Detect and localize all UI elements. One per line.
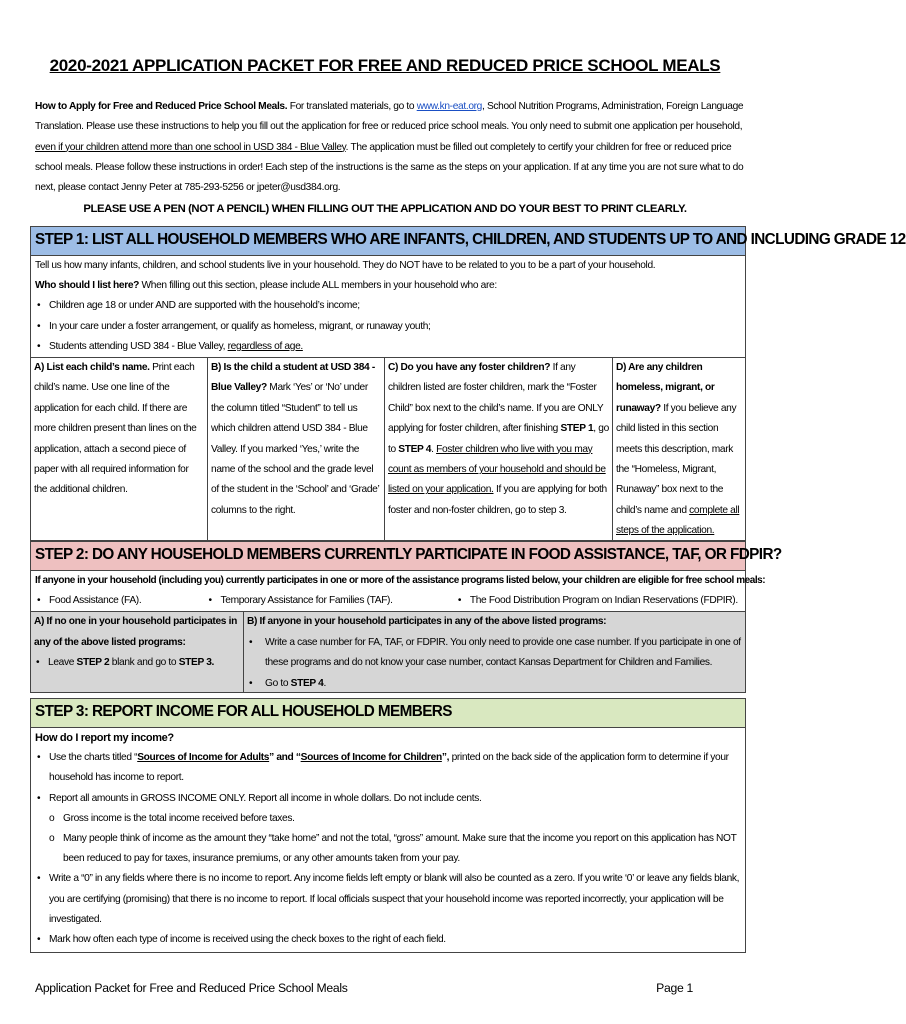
program-item: • Temporary Assistance for Families (TAF). <box>207 591 456 611</box>
step1-col-c-t1: If any children listed are foster children, mark the “Foster Child” box next to the child’s name. If you are ONLY applying for foster children, after finishing <box>388 362 604 435</box>
step1-header: STEP 1: LIST ALL HOUSEHOLD MEMBERS WHO ARE INFANTS, CHILDREN, AND STUDENTS UP TO AND INCLUDING GRADE 12 <box>31 227 745 256</box>
step1-col-d-u: complete all steps of the application. <box>616 504 740 537</box>
step2-col-b-bullet <box>247 674 742 694</box>
step2-col-a <box>31 612 244 692</box>
step3-header: STEP 3: REPORT INCOME FOR ALL HOUSEHOLD MEMBERS <box>31 699 745 728</box>
step2-col-b <box>244 612 745 692</box>
step1-bullet3-text: Students attending USD 384 - Blue Valley, <box>49 340 228 352</box>
step3-subbullet: o Gross income is the total income received before taxes. <box>35 809 745 829</box>
step2-col-b-b2: STEP 4 <box>290 677 324 689</box>
step1-col-b <box>208 358 385 540</box>
step2-col-b-bullet: • Write a case number for FA, TAF, or FDPIR. You only need to provide one case number. If you participate in one of these programs and do not know your case number, contact Kansas Department for Children and Families. <box>247 633 742 674</box>
step1-col-c-t2: , go to <box>388 423 609 455</box>
translation-link[interactable]: www.kn-eat.org <box>416 101 482 112</box>
step3-b1-t1: Use the charts titled “ <box>49 752 138 764</box>
step2-col-a-t2: blank and go to <box>109 657 179 669</box>
step2-intro: If anyone in your household (including you) currently participates in one or more of the assistance programs listed below, your children are eligible for free school meals: <box>35 575 766 586</box>
intro-lead: How to Apply for Free and Reduced Price School Meals. <box>35 101 288 112</box>
step1-columns <box>31 357 745 540</box>
step2-text <box>31 571 766 611</box>
step1-col-c-t4: If you are applying for both foster and non-foster children, go to step 3. <box>388 484 607 516</box>
step1-col-a <box>31 358 208 540</box>
step2-programs <box>35 591 745 611</box>
step1-col-c-b2: STEP 4 <box>398 443 432 455</box>
step3-bullet: • Report all amounts in GROSS INCOME ONLY. Report all income in whole dollars. Do not include cents. <box>35 789 745 809</box>
pen-notice: PLEASE USE A PEN (NOT A PENCIL) WHEN FILLING OUT THE APPLICATION AND DO YOUR BEST TO PRINT CLEARLY. <box>83 203 687 215</box>
step3-bullet <box>35 748 745 788</box>
step3-bullet: • Mark how often each type of income is received using the check boxes to the right of each field. <box>35 930 745 950</box>
step3-b1-t2: ” and “ <box>269 752 301 764</box>
step3-b1-t3: ”, <box>441 752 450 764</box>
step3-section <box>30 698 746 953</box>
step2-col-b-bold: B) If anyone in your household participates in any of the above listed programs: <box>247 616 607 628</box>
step2-col-b-t3: . <box>323 677 326 689</box>
step1-col-d <box>613 358 745 540</box>
step1-bullet <box>35 337 745 357</box>
step1-col-c-b1: STEP 1 <box>560 423 594 435</box>
step1-col-b-text: Mark ‘Yes’ or ‘No’ under the column titled “Student” to tell us which children attend USD 384 - Blue Valley. If you marked ‘Yes,’ write the name of the school and the grade level of the student in the ‘School’ and ‘Grade’ columns to the right. <box>211 382 380 516</box>
step2-section <box>30 541 782 693</box>
step3-b1-u1: Sources of Income for Adults <box>137 752 270 764</box>
step3-bullet: • Write a “0” in any fields where there is no income to report. Any income fields left empty or blank will also be counted as a zero. If you write ‘0’ or leave any fields blank, you are certifying (promising) that there is no income to report. If local officials suspect that your household income was reported incorrectly, your application will be investigated. <box>35 869 745 930</box>
step3-b1-t4: printed on the back side of the application form to determine if your household has income to report. <box>49 752 729 784</box>
step3-how: How do I report my income? <box>35 732 174 744</box>
step1-line1: Tell us how many infants, children, and school students live in your household. They do NOT have to be related to you to be a part of your household. <box>35 260 656 271</box>
intro-lead-text: For translated materials, go to <box>287 101 417 112</box>
program-item: • The Food Distribution Program on Indian Reservations (FDPIR). <box>456 591 745 611</box>
step2-col-a-b1: STEP 2 <box>76 657 110 669</box>
footer-title: Application Packet for Free and Reduced Price School Meals <box>35 981 348 995</box>
step1-section <box>30 226 906 541</box>
step1-bullet3-u: regardless of age. <box>227 340 303 352</box>
step1-who-bold: Who should I list here? <box>35 280 140 292</box>
step1-col-c-u: Foster children who live with you may count as members of your household and should be listed on your application. <box>388 443 606 496</box>
page-title: 2020-2021 APPLICATION PACKET FOR FREE AND REDUCED PRICE SCHOOL MEALS <box>49 56 721 75</box>
step2-header: STEP 2: DO ANY HOUSEHOLD MEMBERS CURRENTLY PARTICIPATE IN FOOD ASSISTANCE, TAF, OR FDPIR? <box>31 542 745 571</box>
intro-rest: . The application must be filled out completely to certify your children for free or reduced price school meals. Please follow these instructions in order! Each step of the instructions is the same as the steps on your application. If at any time you are not sure what to do next, please contact Jenny Peter at 785-293-5256 or jpeter@usd384.org. <box>35 141 744 194</box>
page-number: Page 1 <box>656 981 693 995</box>
step3-b1-u2: Sources of Income for Children <box>300 752 442 764</box>
step2-col-b-t2: Go to <box>265 677 291 689</box>
step1-text <box>31 256 745 357</box>
step2-col-a-b2: STEP 3. <box>178 657 215 669</box>
step1-who <box>35 276 745 296</box>
step1-bullet: • In your care under a foster arrangement, or qualify as homeless, migrant, or runaway youth; <box>35 317 745 337</box>
step1-who-text: When filling out this section, please include ALL members in your household who are: <box>139 280 497 292</box>
step1-col-c-bold: C) Do you have any foster children? <box>388 362 551 374</box>
step1-col-a-text: Print each child’s name. Use one line of the application for each child. If there are more children present than lines on the application, attach a second piece of paper with all required information for the additional children. <box>34 362 197 496</box>
intro-after-link: , School Nutrition Programs, Administration, Foreign Language Translation. Please use these instructions to help you fill out the application for free or reduced price school meals. You only need to submit one application per household, <box>35 101 744 133</box>
step1-bullet: • Children age 18 or under AND are supported with the household’s income; <box>35 296 745 316</box>
step1-col-d-bold: D) Are any children homeless, migrant, or runaway? <box>616 362 715 414</box>
intro-paragraph <box>35 97 745 198</box>
step3-subbullet: o Many people think of income as the amount they “take home” and not the total, “gross” amount. Make sure that the income you report on this application has NOT been reduced to pay for taxes, insurance premiums, or any other amounts taken from your pay. <box>35 829 745 869</box>
step1-col-c <box>385 358 613 540</box>
step3-text <box>31 728 745 952</box>
step1-col-c-t3: . <box>431 443 437 455</box>
step2-col-a-bold: A) If no one in your household participates in any of the above listed programs: <box>34 616 237 648</box>
step2-columns <box>31 611 745 692</box>
program-item: • Food Assistance (FA). <box>35 591 207 611</box>
step1-col-d-text: If you believe any child listed in this section meets this description, mark the “Homeless, Migrant, Runaway” box next to the child’s name and <box>616 402 737 516</box>
step1-col-b-bold: B) Is the child a student at USD 384 - Blue Valley? <box>211 362 375 394</box>
step2-col-a-bullet <box>34 653 240 673</box>
intro-underlined: even if your children attend more than one school in USD 384 - Blue Valley <box>35 141 346 153</box>
step1-col-a-bold: A) List each child’s name. <box>34 362 150 374</box>
step2-col-a-t1: Leave <box>48 657 77 669</box>
